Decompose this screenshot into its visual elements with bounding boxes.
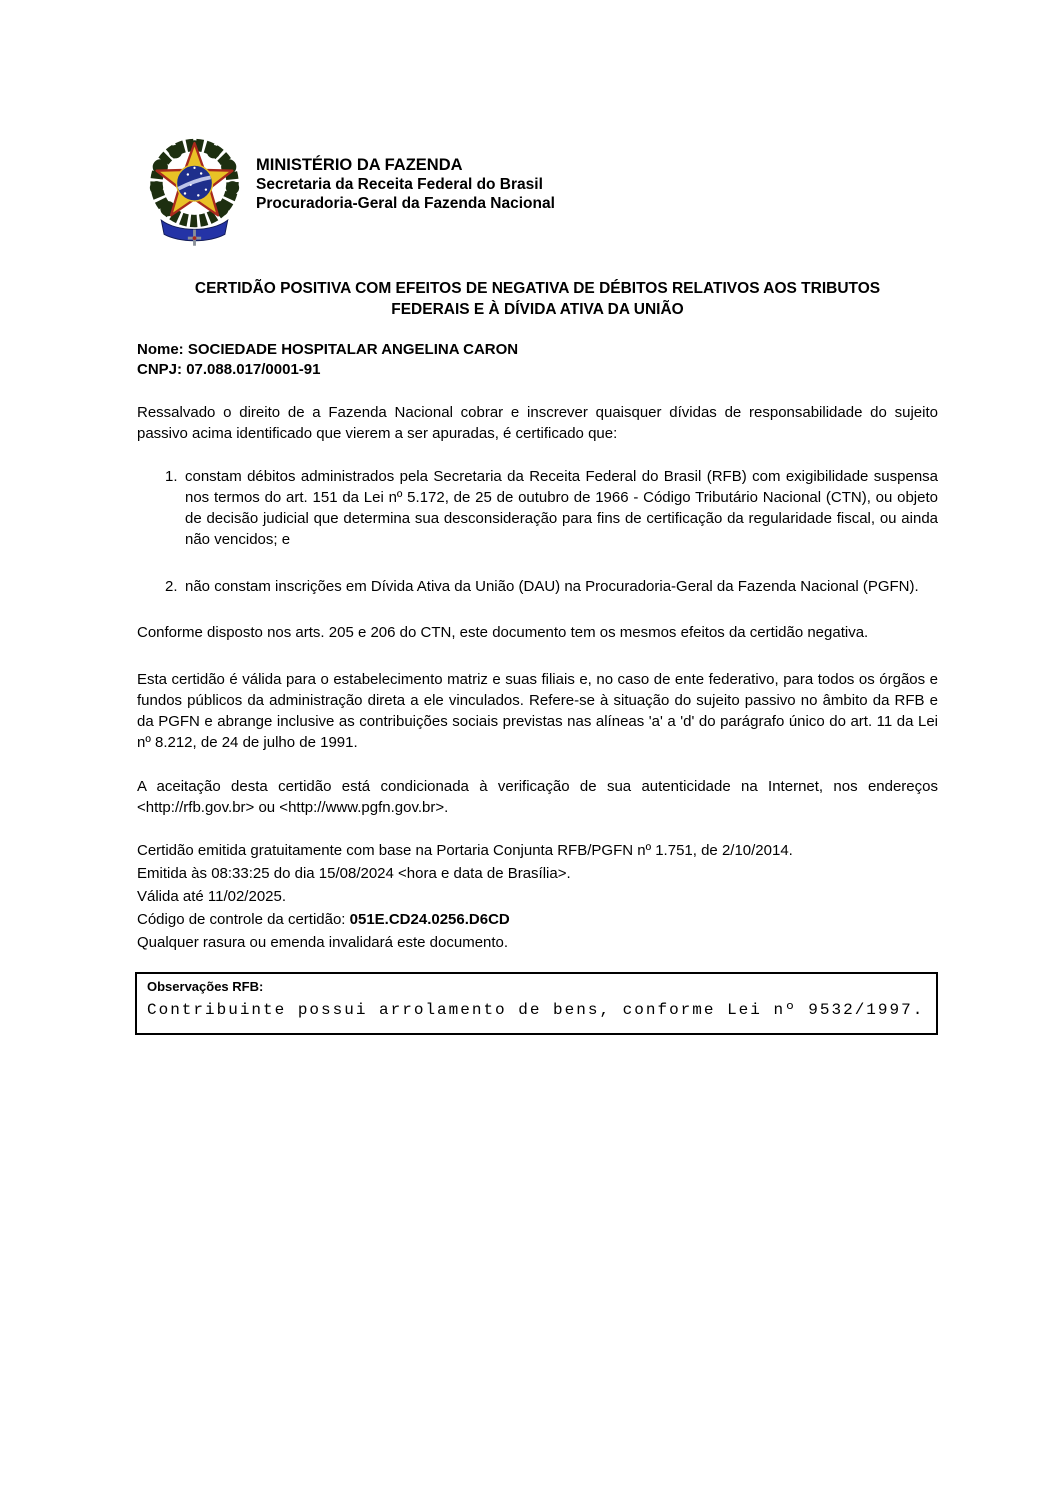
- control-code-value: 051E.CD24.0256.D6CD: [349, 911, 510, 928]
- item-number: 1.: [165, 468, 178, 485]
- emission-validity-line: Válida até 11/02/2025.: [137, 888, 287, 905]
- certificate-title-line2: FEDERAIS E À DÍVIDA ATIVA DA UNIÃO: [391, 301, 684, 318]
- subject-block: [137, 340, 938, 380]
- intro-paragraph: Ressalvado o direito de a Fazenda Nacional cobrar e inscrever quaisquer dívidas de responsabilidade do sujeito passivo acima identificado que vierem a ser apuradas, é certificado que:: [137, 404, 938, 442]
- name-label: Nome:: [137, 341, 188, 358]
- paragraph-autenticidade: A aceitação desta certidão está condicionada à verificação de sua autenticidade na Internet, nos endereços <http://rfb.gov.br> ou <http://www.pgfn.gov.br>.: [137, 778, 938, 816]
- emission-rasura-line: Qualquer rasura ou emenda invalidará este documento.: [137, 934, 509, 951]
- paragraph-conforme: Conforme disposto nos arts. 205 e 206 do CTN, este documento tem os mesmos efeitos da certidão negativa.: [137, 624, 869, 641]
- observations-label: Observações RFB:: [147, 979, 264, 994]
- observations-box: [135, 972, 938, 1035]
- list-item: [137, 576, 938, 597]
- list-item: [137, 466, 938, 550]
- brazil-coat-of-arms-icon: [147, 138, 242, 248]
- control-code-line: [137, 908, 938, 931]
- certified-items-list: [137, 466, 938, 597]
- cnpj-label: CNPJ:: [137, 361, 187, 378]
- item-text: não constam inscrições em Dívida Ativa da União (DAU) na Procuradoria-Geral da Fazenda Nacional (PGFN).: [185, 578, 919, 595]
- paragraph-validade: Esta certidão é válida para o estabelecimento matriz e suas filiais e, no caso de ente federativo, para todos os órgãos e fundos públicos da administração direta a ele vinculados. Refere-se à situação do sujeito passivo no âmbito da RFB e da PGFN e abrange inclusive as contribuições sociais previstas nas alíneas 'a' a 'd' do parágrafo único do art. 11 da Lei nº 8.212, de 24 de julho de 1991.: [137, 671, 938, 751]
- name-value: SOCIEDADE HOSPITALAR ANGELINA CARON: [187, 341, 519, 358]
- emission-portaria-line: Certidão emitida gratuitamente com base na Portaria Conjunta RFB/PGFN nº 1.751, de 2/10/2014.: [137, 842, 793, 859]
- attorney-general-name: Procuradoria-Geral da Fazenda Nacional: [256, 195, 555, 212]
- item-number: 2.: [165, 578, 178, 595]
- subject-cnpj-row: [137, 360, 938, 380]
- subject-name-row: [137, 340, 938, 360]
- certificate-title: [137, 278, 938, 320]
- certificate-title-line1: CERTIDÃO POSITIVA COM EFEITOS DE NEGATIVA DE DÉBITOS RELATIVOS AOS TRIBUTOS: [194, 280, 881, 297]
- secretariat-name: Secretaria da Receita Federal do Brasil: [256, 176, 543, 193]
- document-header: [137, 0, 938, 248]
- emission-datetime-line: Emitida às 08:33:25 do dia 15/08/2024 <hora e data de Brasília>.: [137, 865, 571, 882]
- item-text: constam débitos administrados pela Secretaria da Receita Federal do Brasil (RFB) com exigibilidade suspensa nos termos do art. 151 da Lei nº 5.172, de 25 de outubro de 1966 - Código Tributário Nacional (CTN), ou objeto de decisão judicial que determina sua desconsideração para fins de certificação da regularidade fiscal, ou ainda não vencidos; e: [185, 468, 938, 548]
- cnpj-value: 07.088.017/0001-91: [186, 361, 321, 378]
- ministry-header-text: [256, 156, 555, 213]
- ministry-name: MINISTÉRIO DA FAZENDA: [256, 156, 463, 174]
- emission-block: [137, 839, 938, 954]
- control-code-label: Código de controle da certidão:: [137, 911, 350, 928]
- observations-text: Contribuinte possui arrolamento de bens, conforme Lei nº 9532/1997.: [147, 1001, 925, 1019]
